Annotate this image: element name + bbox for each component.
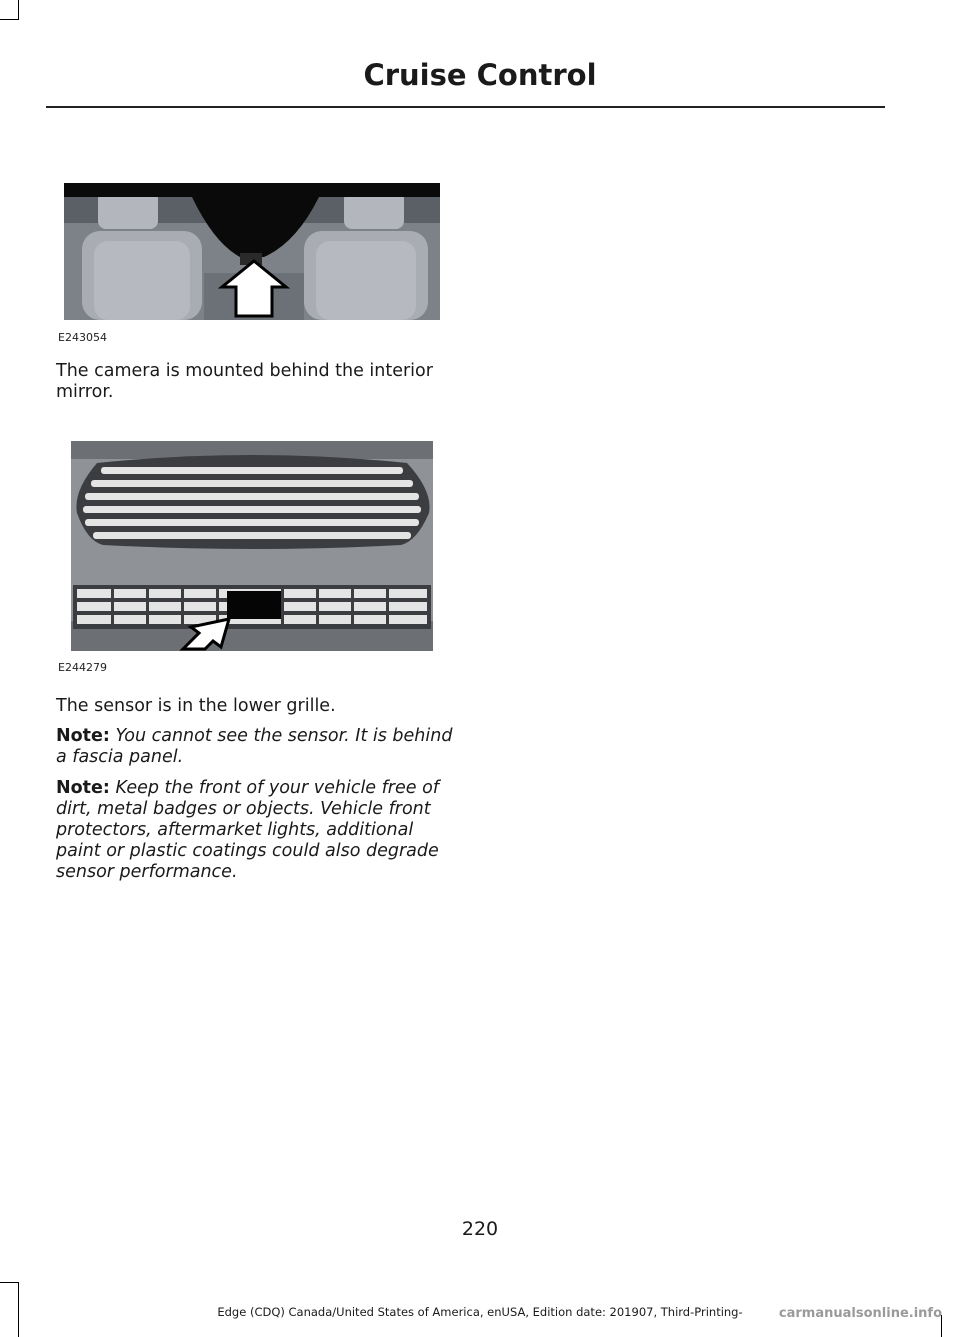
note-2 xyxy=(56,778,456,883)
upper-grille xyxy=(76,455,429,549)
sensor-figure xyxy=(71,441,433,651)
note-2-text: Keep the front of your vehicle free of dirt, metal badges or objects. Vehicle front protectors, aftermarket lights, additional paint or plastic coatings could also degrade sensor performance. xyxy=(56,778,439,882)
page-title: Cruise Control xyxy=(363,58,597,92)
note-2-label: Note: xyxy=(56,778,110,798)
note-1 xyxy=(56,726,456,768)
figure-code-1: E243054 xyxy=(58,331,107,344)
camera-figure xyxy=(64,183,440,320)
sensor-caption: The sensor is in the lower grille. xyxy=(56,696,336,716)
page-number: 220 xyxy=(461,1218,499,1240)
watermark-logo: carmanualsonline.info xyxy=(778,1306,942,1321)
figure-code-2: E244279 xyxy=(58,661,107,674)
page-footer: Edge (CDQ) Canada/United States of America, enUSA, Edition date: 201907, Third-Printing- xyxy=(217,1305,743,1319)
crop-mark-top-left-h xyxy=(0,19,19,20)
note-1-label: Note: xyxy=(56,726,110,746)
header-rule xyxy=(46,106,885,108)
lower-grille xyxy=(73,585,431,629)
camera-caption: The camera is mounted behind the interior mirror. xyxy=(56,361,433,402)
crop-mark-bottom-left-h xyxy=(0,1282,19,1283)
note-1-text: You cannot see the sensor. It is behind a fascia panel. xyxy=(56,726,453,767)
sensor-block xyxy=(227,591,281,619)
crop-mark-top-left-v xyxy=(18,0,19,20)
